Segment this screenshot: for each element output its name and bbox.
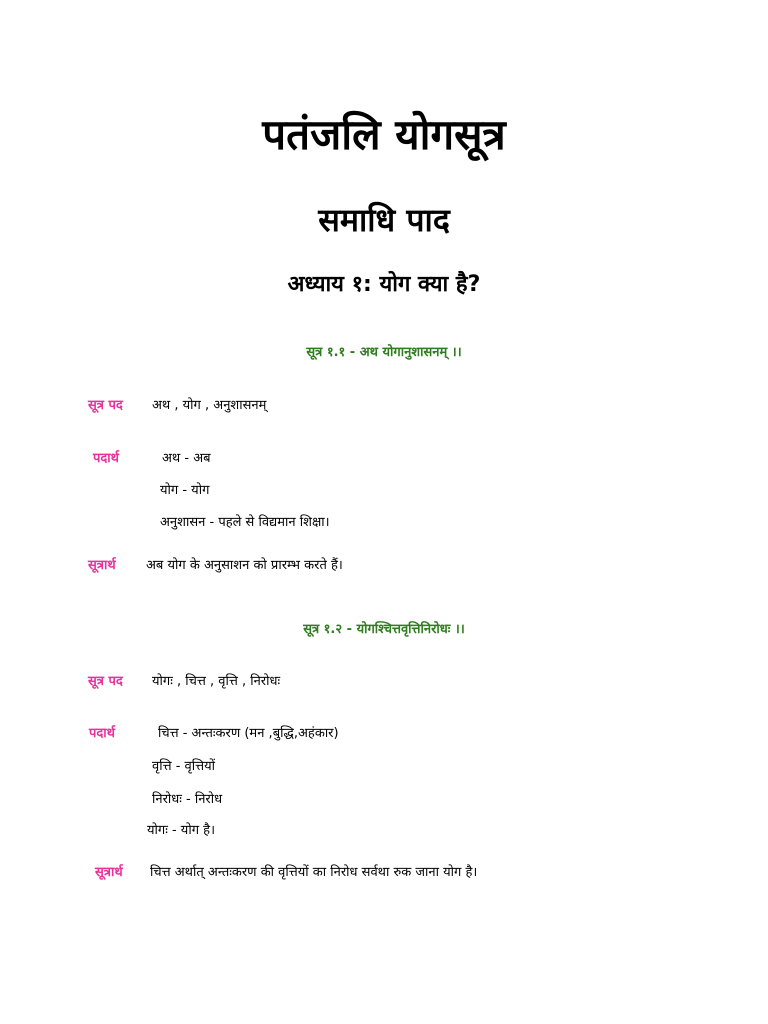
sutra-2-pada-label: सूत्र पद (88, 674, 123, 689)
page-title: पतंजलि योगसूत्र (262, 110, 506, 159)
sutra-2-padarth-line: निरोधः - निरोध (152, 792, 223, 807)
sutra-2-artha-text: चित्त अर्थात् अन्तःकरण की वृत्तियों का निरोध सर्वथा रुक जाना योग है। (150, 865, 478, 880)
sutra-2-padarth-line: योगः - योग है। (147, 823, 215, 838)
sutra-2-padarth-line: चित्त - अन्तःकरण (मन ,बुद्धि,अहंकार) (158, 726, 339, 741)
chapter-heading: अध्याय १: योग क्या है? (287, 272, 481, 297)
sutra-1-heading: सूत्र १.१ - अथ योगानुशासनम् ।। (306, 345, 462, 360)
sutra-1-padarth-line: अनुशासन - पहले से विद्यमान शिक्षा। (160, 515, 330, 530)
sutra-1-padarth-line: योग - योग (160, 483, 210, 498)
sutra-1-padarth-line: अथ - अब (162, 451, 211, 466)
sutra-2-padarth-label: पदार्थ (89, 726, 115, 741)
sutra-1-padarth-label: पदार्थ (93, 451, 119, 466)
sutra-1-artha-text: अब योग के अनुसाशन को प्रारम्भ करते हैं। (146, 558, 343, 573)
sutra-2-artha-label: सूत्रार्थ (95, 865, 123, 880)
sutra-2-heading: सूत्र १.२ - योगश्चित्तवृत्तिनिरोधः ।। (303, 622, 465, 637)
page-subtitle: समाधि पाद (318, 201, 450, 239)
sutra-2-pada-text: योगः , चित्त , वृत्ति , निरोधः (152, 674, 281, 689)
sutra-1-pada-text: अथ , योग , अनुशासनम् (152, 398, 267, 413)
sutra-1-artha-label: सूत्रार्थ (88, 558, 116, 573)
sutra-1-pada-label: सूत्र पद (88, 398, 123, 413)
sutra-2-padarth-line: वृत्ति - वृत्तियों (152, 759, 216, 774)
